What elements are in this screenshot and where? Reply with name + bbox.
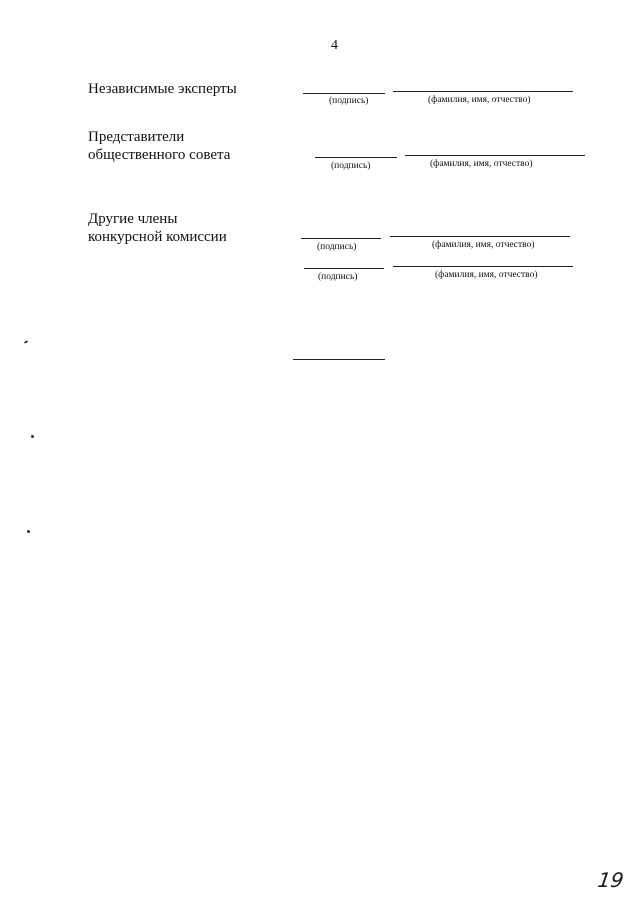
other-members-label-line1: Другие члены (88, 211, 178, 227)
public-council-label-line2: общественного совета (88, 147, 231, 163)
public-council-signature-caption: (подпись) (331, 161, 371, 171)
handwritten-page-number: 19 (596, 868, 626, 892)
scan-speck (27, 530, 30, 533)
scan-speck (24, 340, 28, 344)
other-members-signature-line-1 (301, 238, 381, 239)
independent-experts-name-caption: (фамилия, имя, отчество) (428, 95, 531, 105)
independent-experts-name-line (393, 91, 573, 92)
public-council-name-line (405, 155, 585, 156)
other-members-signature-line-2 (304, 268, 384, 269)
other-members-name-line-2 (393, 266, 573, 267)
page-number: 4 (331, 38, 338, 53)
independent-experts-label: Независимые эксперты (88, 81, 237, 97)
independent-experts-signature-line (303, 93, 385, 94)
public-council-label (88, 128, 230, 164)
public-council-label-line1: Представители (88, 129, 185, 145)
other-members-signature-caption-1: (подпись) (317, 242, 357, 252)
independent-experts-signature-caption: (подпись) (329, 96, 369, 106)
other-members-name-line-1 (390, 236, 570, 237)
other-members-name-caption-1: (фамилия, имя, отчество) (432, 240, 535, 250)
other-members-label-line2: конкурсной комиссии (88, 229, 227, 245)
public-council-name-caption: (фамилия, имя, отчество) (430, 159, 533, 169)
other-members-name-caption-2: (фамилия, имя, отчество) (435, 270, 538, 280)
extra-blank-line (293, 359, 385, 360)
public-council-signature-line (315, 157, 397, 158)
other-members-signature-caption-2: (подпись) (318, 272, 358, 282)
scan-speck (31, 435, 34, 438)
other-members-label (88, 210, 227, 246)
